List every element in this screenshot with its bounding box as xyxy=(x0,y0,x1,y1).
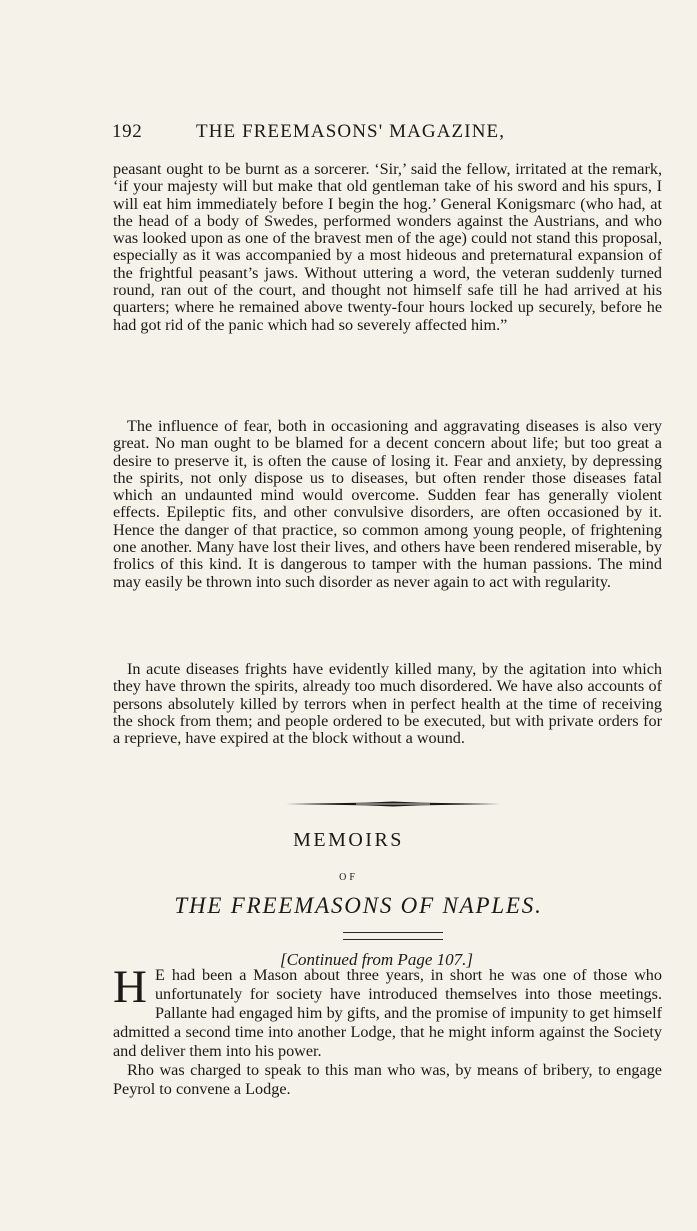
section-heading: MEMOIRS xyxy=(293,829,404,851)
paragraph-text: The influence of fear, both in occasioning and aggravating diseases is also very great. No man ought to be blamed for a decent concern about life; but too great a desire to preserve it, is often the cause of losing it. Fear and anxiety, by depressing the spirits, not only dispose us to diseases, but often render those diseases fatal which an undaunted mind would overcome. Sudden fear has generally violent effects. Epileptic fits, and other convulsive disorders, are often occasioned by it. Hence the danger of that practice, so common among young people, of frightening one another. Many have lost their lives, and others have been rendered miserable, by frolics of this kind. It is dangerous to tamper with the human passions. The mind may easily be thrown into such disorder as never again to act with regularity. xyxy=(113,417,662,591)
running-head xyxy=(112,121,672,147)
ornamental-rule xyxy=(286,801,500,807)
paragraph-text: peasant ought to be burnt as a sorcerer. ‘Sir,’ said the fellow, irritated at the remark, ‘if your majesty will but make that old gentleman take of his sword and his spurs, I will eat him immediately before I begin the hog.’ General Konigsmarc (who had, at the head of a body of Swedes, performed wonders against the Austrians, and who was looked upon as one of the bravest men of the age) could not stand this proposal, especially as it was accompanied by a most hideous and preternatural expansion of the frightful peasant’s jaws. Without uttering a word, the veteran suddenly turned round, ran out of the court, and thought not himself safe till he had arrived at his quarters; where he remained above twenty-four hours locked up securely, before he had got rid of the panic which had so severely affected him.” xyxy=(113,160,662,334)
paragraph-influence-of-fear xyxy=(113,418,662,591)
paragraph-peasant-anecdote xyxy=(113,161,662,334)
paragraph-acute-diseases xyxy=(113,661,662,747)
magazine-title: THE FREEMASONS' MAGAZINE, xyxy=(196,121,506,142)
article-paragraph: Rho was charged to speak to this man who was, by means of bribery, to engage Peyrol to convene a Lodge. xyxy=(113,1061,662,1098)
drop-cap: H xyxy=(113,961,147,1013)
opening-caps: E xyxy=(154,966,166,984)
article-body xyxy=(113,961,662,1099)
article-paragraph xyxy=(113,961,662,1061)
paragraph-text: In acute diseases frights have evidently killed many, by the agitation into which they have thrown the spirits, already too much disordered. We have also accounts of persons absolutely killed by terrors when in perfect health at the time of receiving the shock from them; and people ordered to be executed, but with private orders for a reprieve, have expired at the block without a wound. xyxy=(113,660,662,748)
double-rule xyxy=(343,932,443,940)
page-number: 192 xyxy=(112,121,143,142)
section-of: OF xyxy=(339,872,358,883)
continuation-note: [Continued from Page 107.] xyxy=(280,950,473,969)
article-paragraph-text: had been a Mason about three years, in short he was one of those who unfortunately for society have introduced themselves into those meetings. Pallante had engaged him by gifts, and the promise of impunity to get himself admitted a second time into another Lodge, that he might inform against the Society and deliver them into his power. xyxy=(113,966,662,1060)
section-subject: THE FREEMASONS OF NAPLES. xyxy=(174,893,543,918)
